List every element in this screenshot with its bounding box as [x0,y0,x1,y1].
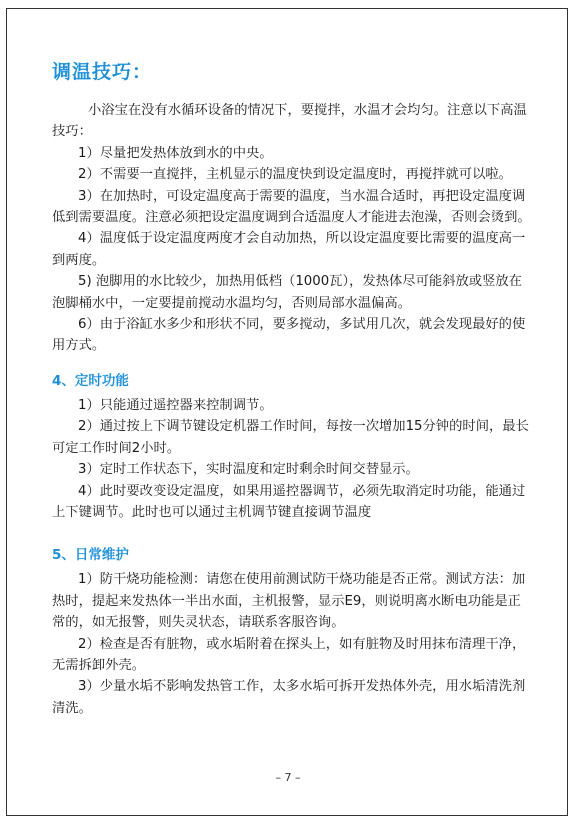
tip-3: 3）在加热时，可设定温度高于需要的温度，当水温合适时，再把设定温度调低到需要温度。注意必须把设定温度调到合适温度人才能进去泡澡，否则会烫到。 [52,188,531,226]
tip-6: 6）由于浴缸水多少和形状不同，要多搅动，多试用几次，就会发现最好的使用方式。 [52,317,526,354]
page-number: – 7 – [275,771,301,784]
tip-1: 1）尽量把发热体放到水的中央。 [78,145,273,161]
timer-item-3: 3）定时工作状态下，实时温度和定时剩余时间交替显示。 [78,462,419,478]
tip-5: 5) 泡脚用的水比较少，加热用低档（1000瓦），发热体尽可能斜放或竖放在泡脚桶水中，一定要提前搅动水温均匀，否则局部水温偏高。 [52,274,522,311]
tip-2: 2）不需要一直搅拌，主机显示的温度快到设定温度时，再搅拌就可以啦。 [78,167,512,183]
maintenance-item-1: 1）防干烧功能检测：请您在使用前测试防干烧功能是否正常。测试方法：加热时，提起来发热体一半出水面，主机报警，显示E9，则说明离水断电功能是正常的，如无报警，则失灵状态，请联系客服咨询。 [52,572,526,631]
maintenance-item-2: 2）检查是否有脏物，或水垢附着在探头上，如有脏物及时用抹布清理干净，无需拆卸外壳。 [52,636,526,673]
intro-paragraph: 小浴宝在没有水循环设备的情况下，要搅拌，水温才会均匀。注意以下高温技巧： [52,103,527,140]
timer-item-4: 4）此时要改变设定温度，如果用遥控器调节，必须先取消定时功能，能通过上下键调节。此时也可以通过主机调节键直接调节温度 [52,483,526,520]
page-content [52,60,532,719]
timer-item-2: 2）通过按上下调节键设定机器工作时间，每按一次增加15分钟的时间，最长可定工作时间2小时。 [52,419,529,456]
section-title-maintenance: 5、日常维护 [52,547,129,564]
timer-item-1: 1）只能通过遥控器来控制调节。 [78,397,273,413]
tip-4: 4）温度低于设定温度两度才会自动加热，所以设定温度要比需要的温度高一到两度。 [52,231,526,268]
section-title-temperature-tips: 调温技巧： [52,61,153,83]
section-title-timer: 4、定时功能 [52,372,129,389]
maintenance-item-3: 3）少量水垢不影响发热管工作，太多水垢可拆开发热体外壳，用水垢清洗剂清洗。 [52,679,526,716]
